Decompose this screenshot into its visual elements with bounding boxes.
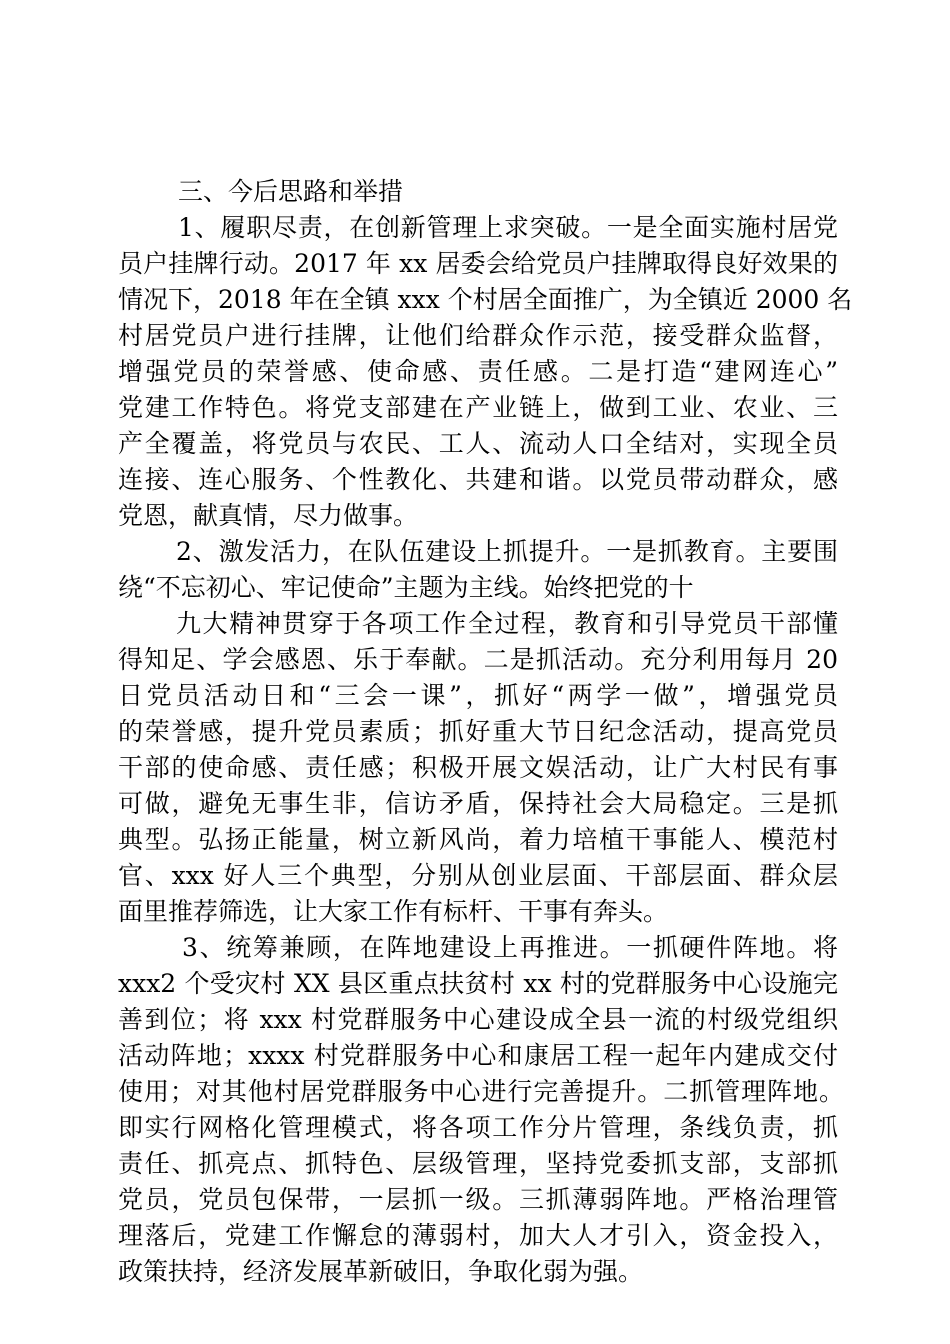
- section-heading: 三、今后思路和举措: [178, 177, 404, 206]
- paragraph-2-line-5: 日党员活动日和“三会一课”，抓好“两学一做”，增强党员: [118, 681, 838, 710]
- paragraph-1-line-1: 1、履职尽责，在创新管理上求突破。一是全面实施村居党: [178, 213, 838, 242]
- paragraph-2-line-8: 可做，避免无事生非，信访矛盾，保持社会大局稳定。三是抓: [118, 789, 838, 818]
- paragraph-3-line-6: 即实行网格化管理模式，将各项工作分片管理，条线负责，抓: [118, 1113, 838, 1142]
- paragraph-1-line-9: 党恩，献真情，尽力做事。: [118, 501, 419, 530]
- paragraph-2-line-3: 九大精神贯穿于各项工作全过程，教育和引导党员干部懂: [176, 609, 838, 638]
- paragraph-2-line-6: 的荣誉感，提升党员素质；抓好重大节日纪念活动，提高党员: [118, 717, 838, 746]
- paragraph-2-line-2: 绕“不忘初心、牢记使命”主题为主线。始终把党的十: [118, 573, 694, 602]
- paragraph-3-line-3: 善到位；将 xxx 村党群服务中心建设成全县一流的村级党组织: [118, 1005, 838, 1034]
- paragraph-1-line-8: 连接、连心服务、个性教化、共建和谐。以党员带动群众，感: [118, 465, 838, 494]
- paragraph-2-line-7: 干部的使命感、责任感；积极开展文娱活动，让广大村民有事: [118, 753, 838, 782]
- paragraph-3-line-10: 政策扶持，经济发展革新破旧，争取化弱为强。: [118, 1257, 644, 1286]
- paragraph-1-line-3: 情况下，2018 年在全镇 xxx 个村居全面推广，为全镇近 2000 名: [118, 285, 853, 314]
- paragraph-3-line-1: 3、统筹兼顾，在阵地建设上再推进。一抓硬件阵地。将: [182, 933, 838, 962]
- paragraph-2-line-1: 2、激发活力，在队伍建设上抓提升。一是抓教育。主要围: [176, 537, 838, 566]
- paragraph-1-line-6: 党建工作特色。将党支部建在产业链上，做到工业、农业、三: [118, 393, 838, 422]
- paragraph-2-line-4: 得知足、学会感恩、乐于奉献。二是抓活动。充分利用每月 20: [118, 645, 838, 674]
- paragraph-2-line-9: 典型。弘扬正能量，树立新风尚，着力培植干事能人、模范村: [118, 825, 838, 854]
- paragraph-1-line-7: 产全覆盖，将党员与农民、工人、流动人口全结对，实现全员: [118, 429, 838, 458]
- paragraph-2-line-10: 官、xxx 好人三个典型，分别从创业层面、干部层面、群众层: [118, 861, 838, 890]
- paragraph-1-line-4: 村居党员户进行挂牌，让他们给群众作示范，接受群众监督，: [118, 321, 838, 350]
- paragraph-3-line-9: 理落后，党建工作懈怠的薄弱村，加大人才引入，资金投入，: [118, 1221, 838, 1250]
- paragraph-3-line-2: xxx2 个受灾村 XX 县区重点扶贫村 xx 村的党群服务中心设施完: [118, 969, 838, 998]
- paragraph-3-line-7: 责任、抓亮点、抓特色、层级管理，坚持党委抓支部，支部抓: [118, 1149, 838, 1178]
- paragraph-3-line-8: 党员，党员包保带，一层抓一级。三抓薄弱阵地。严格治理管: [118, 1185, 838, 1214]
- paragraph-3-line-4: 活动阵地；xxxx 村党群服务中心和康居工程一起年内建成交付: [118, 1041, 838, 1070]
- paragraph-3-line-5: 使用；对其他村居党群服务中心进行完善提升。二抓管理阵地。: [118, 1077, 844, 1106]
- paragraph-2-line-11: 面里推荐筛选，让大家工作有标杆、干事有奔头。: [118, 897, 669, 926]
- paragraph-1-line-2: 员户挂牌行动。2017 年 xx 居委会给党员户挂牌取得良好效果的: [118, 249, 838, 278]
- paragraph-1-line-5: 增强党员的荣誉感、使命感、责任感。二是打造“建网连心”: [118, 357, 838, 386]
